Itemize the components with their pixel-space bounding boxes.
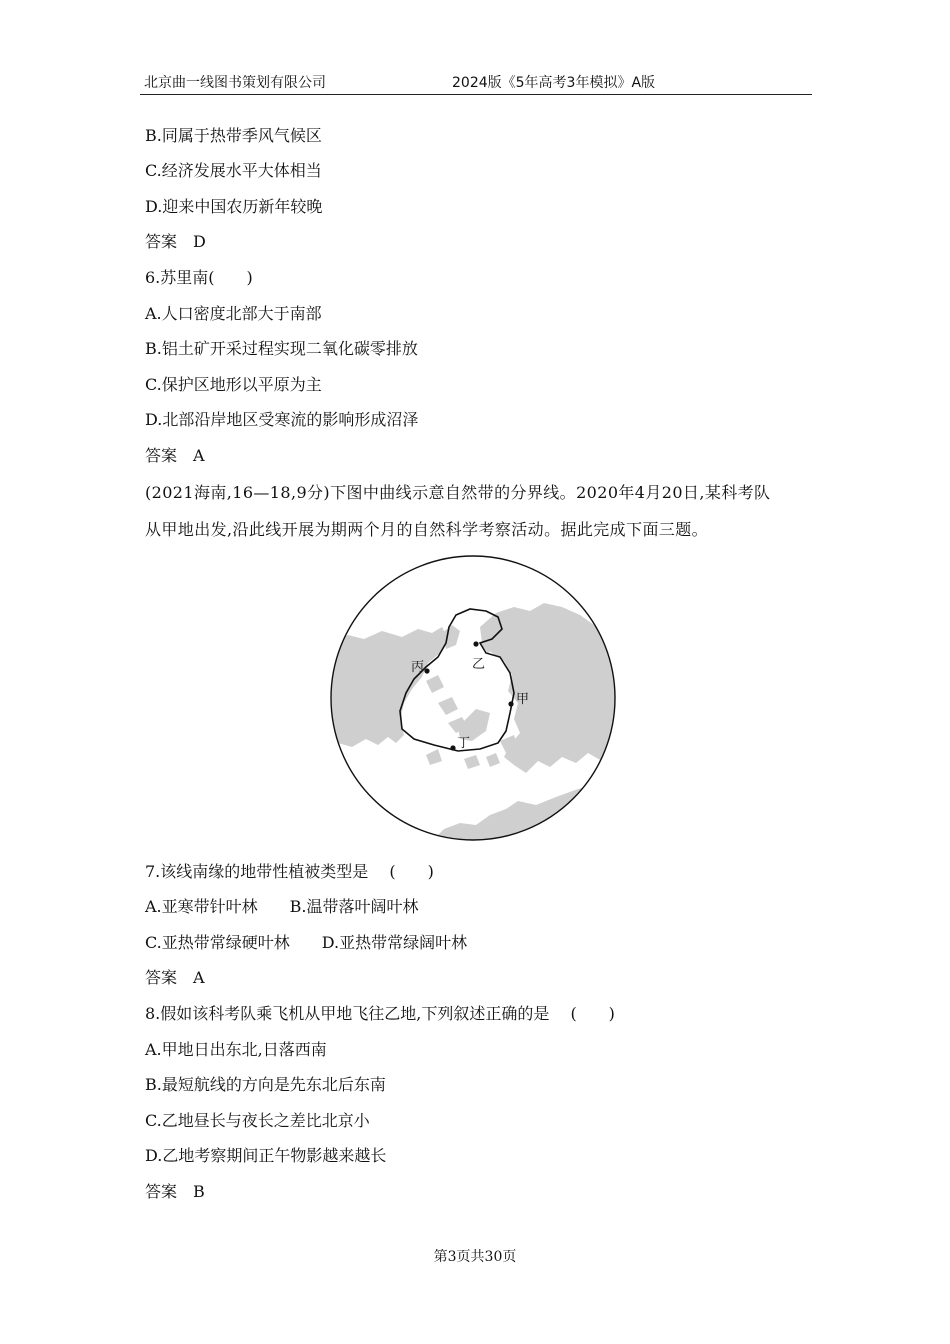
q8-option-b: B.最短航线的方向是先东北后东南 — [145, 1075, 386, 1094]
q6-stem: 6.苏里南( ) — [145, 268, 253, 287]
q5-option-b: B.同属于热带季风气候区 — [145, 126, 322, 145]
q5-answer: 答案 D — [145, 232, 206, 251]
arctic-map — [330, 553, 616, 843]
q8-option-d: D.乙地考察期间正午物影越来越长 — [145, 1146, 387, 1165]
land-island-3 — [438, 697, 458, 715]
point-bing — [424, 668, 429, 673]
label-jia: 甲 — [516, 692, 530, 707]
page-number: 第3页共30页 — [433, 1249, 517, 1265]
intro-line-1: (2021海南,16—18,9分)下图中曲线示意自然带的分界线。2020年4月20日,某科考队 — [145, 483, 771, 502]
land-europe-south — [430, 781, 616, 843]
q6-option-a: A.人口密度北部大于南部 — [145, 304, 322, 323]
land-island-7 — [426, 749, 442, 765]
page-header — [140, 70, 812, 95]
land-island-8 — [486, 753, 500, 767]
label-yi: 乙 — [472, 657, 486, 672]
q8-stem: 8.假如该科考队乘飞机从甲地飞往乙地,下列叙述正确的是 ( ) — [145, 1004, 615, 1023]
q6-option-c: C.保护区地形以平原为主 — [145, 375, 322, 394]
intro-line-2: 从甲地出发,沿此线开展为期两个月的自然科学考察活动。据此完成下面三题。 — [145, 520, 709, 539]
q7-options-row-1 — [145, 897, 419, 917]
q7-option-a: A.亚寒带针叶林 — [145, 897, 258, 916]
q6-option-b: B.铝土矿开采过程实现二氧化碳零排放 — [145, 339, 418, 358]
q8-option-c: C.乙地昼长与夜长之差比北京小 — [145, 1111, 370, 1130]
q8-option-a: A.甲地日出东北,日落西南 — [145, 1040, 327, 1059]
q6-answer: 答案 A — [145, 446, 205, 465]
q5-option-d: D.迎来中国农历新年较晚 — [145, 197, 323, 216]
land-masses — [330, 603, 616, 843]
q5-option-c: C.经济发展水平大体相当 — [145, 161, 322, 180]
land-island-2 — [426, 675, 444, 693]
q7-option-c: C.亚热带常绿硬叶林 — [145, 933, 290, 952]
point-ding — [450, 745, 455, 750]
point-jia — [508, 701, 513, 706]
q7-stem: 7.该线南缘的地带性植被类型是 ( ) — [145, 862, 434, 881]
q7-answer: 答案 A — [145, 968, 205, 987]
q7-option-d: D.亚热带常绿阔叶林 — [321, 933, 468, 952]
label-ding: 丁 — [457, 736, 471, 751]
q6-option-d: D.北部沿岸地区受寒流的影响形成沼泽 — [145, 410, 419, 429]
q7-option-b: B.温带落叶阔叶林 — [289, 897, 419, 916]
land-island-9 — [464, 755, 480, 769]
point-yi — [473, 641, 478, 646]
land-eurasia — [480, 603, 616, 773]
q7-options-row-2 — [145, 933, 467, 953]
label-bing: 丙 — [411, 660, 425, 675]
header-publisher: 北京曲一线图书策划有限公司 — [144, 75, 326, 91]
header-book-title: 2024版《5年高考3年模拟》A版 — [452, 75, 656, 91]
q8-answer: 答案 B — [145, 1182, 205, 1201]
